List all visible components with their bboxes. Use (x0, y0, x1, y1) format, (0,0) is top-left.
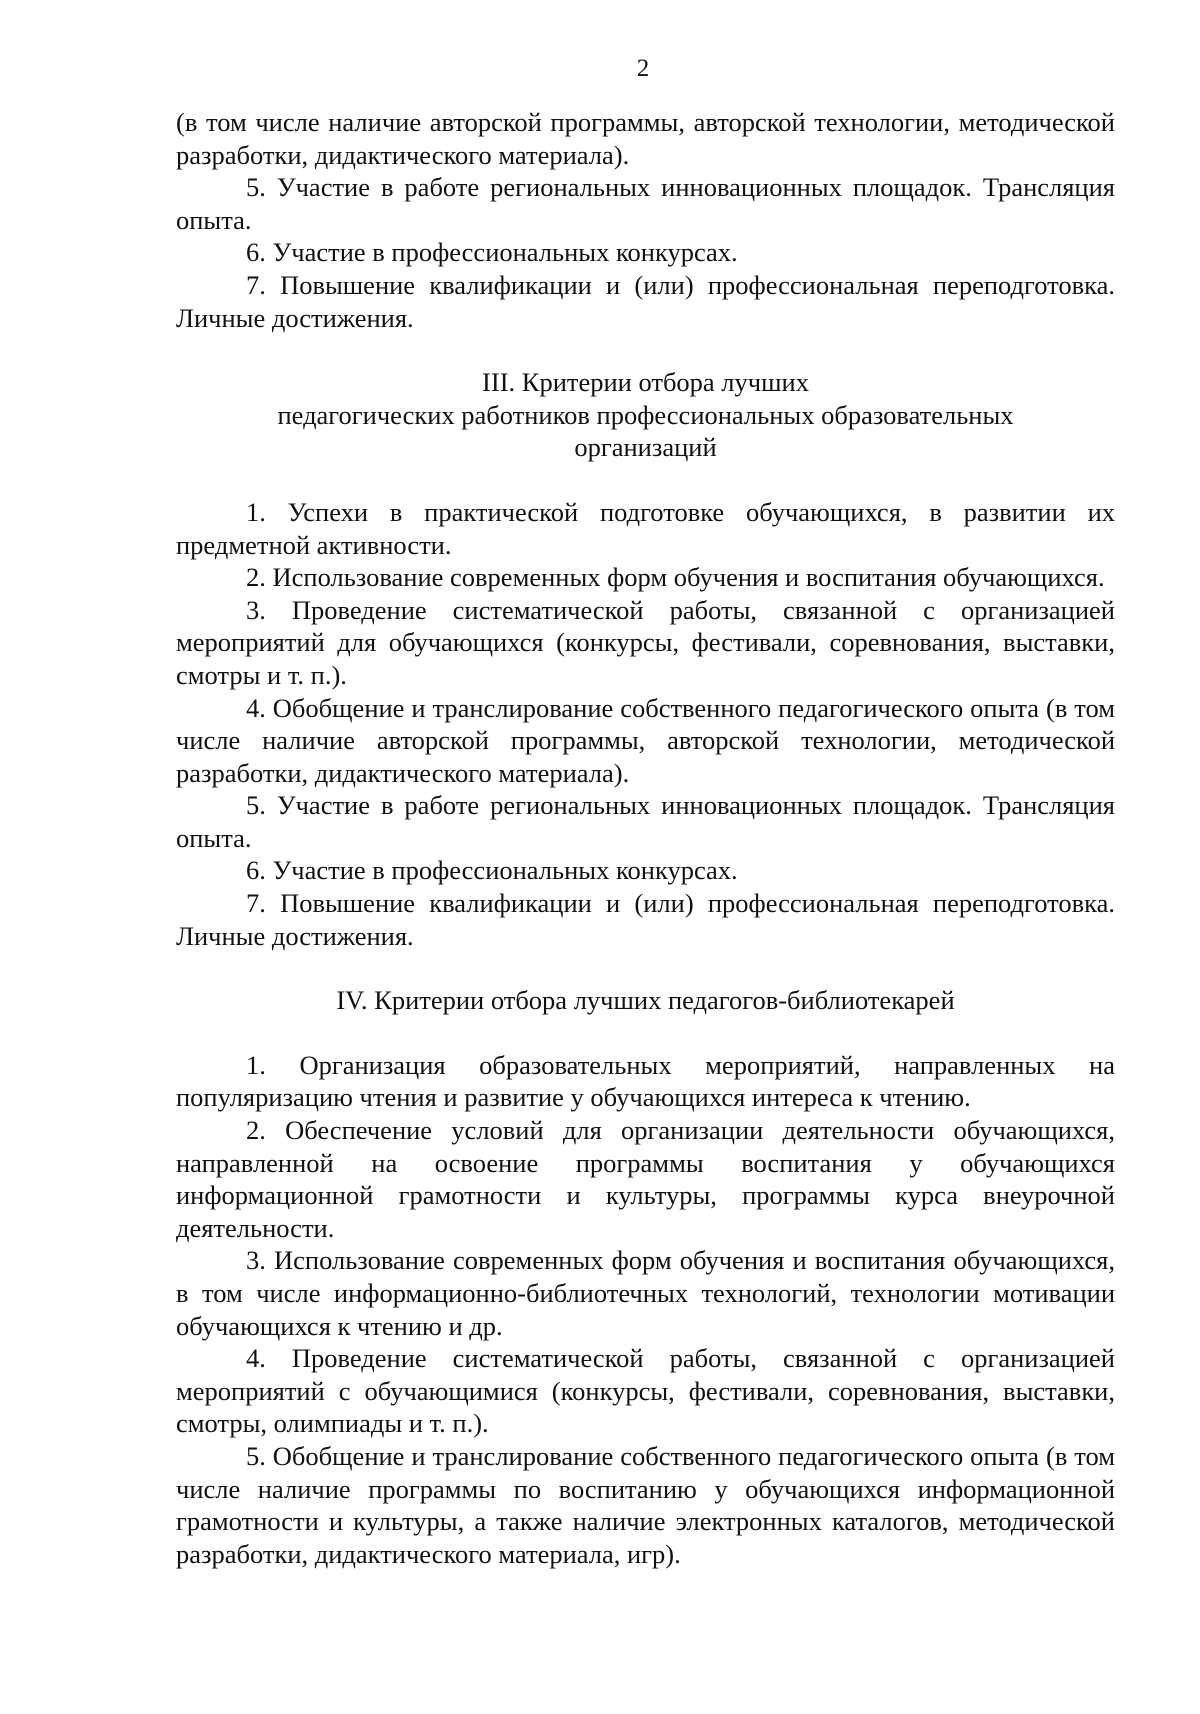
section-4-item-4: 4. Проведение систематической работы, связанной с организацией мероприятий с обучающимися (конкурсы, фестивали, соревнования, выставки, смотры, олимпиады и т. п.). (176, 1343, 1115, 1439)
section-3-heading (176, 366, 1115, 464)
intro-item-6: 6. Участие в профессиональных конкурсах. (246, 237, 738, 268)
document-body (176, 106, 1115, 1570)
intro-continuation: (в том числе наличие авторской программы, авторской технологии, методической разработки, дидактического материала). (176, 107, 1115, 170)
section-4-item-3: 3. Использование современных форм обучения и воспитания обучающихся, в том числе информационно-библиотечных технологий, технологии мотивации обучающихся к чтению и др. (176, 1245, 1115, 1341)
section-3-item-5: 5. Участие в работе региональных инновационных площадок. Трансляция опыта. (176, 790, 1115, 853)
section-3-heading-line-2: педагогических работников профессиональных образовательных (277, 399, 1014, 430)
section-4-list (176, 1049, 1115, 1571)
section-3-list (176, 496, 1115, 952)
section-3-heading-line-3: организаций (574, 432, 717, 463)
section-3-item-3: 3. Проведение систематической работы, связанной с организацией мероприятий для обучающихся (конкурсы, фестивали, соревнования, выставки, смотры и т. п.). (176, 594, 1115, 690)
section-4-heading: IV. Критерии отбора лучших педагогов-библиотекарей (336, 985, 955, 1016)
section-3-item-4: 4. Обобщение и транслирование собственного педагогического опыта (в том числе наличие авторской программы, авторской технологии, методической разработки, дидактического материала). (176, 692, 1115, 788)
section-3-item-7: 7. Повышение квалификации и (или) профессиональная переподготовка. Личные достижения. (176, 888, 1115, 951)
section-4-item-1: 1. Организация образовательных мероприятий, направленных на популяризацию чтения и развитие у обучающихся интереса к чтению. (176, 1049, 1115, 1113)
section-3-item-2: 2. Использование современных форм обучения и воспитания обучающихся. (246, 562, 1105, 593)
intro-item-7: 7. Повышение квалификации и (или) профессиональная переподготовка. Личные достижения. (176, 269, 1115, 333)
intro-item-5: 5. Участие в работе региональных инновационных площадок. Трансляция опыта. (176, 172, 1115, 235)
section-3-item-1: 1. Успехи в практической подготовке обучающихся, в развитии их предметной активности. (176, 496, 1115, 560)
page-number: 2 (636, 55, 650, 82)
section-3-heading-line-1: III. Критерии отбора лучших (482, 367, 809, 398)
section-3-item-6: 6. Участие в профессиональных конкурсах. (246, 855, 738, 886)
section-4-item-2: 2. Обеспечение условий для организации деятельности обучающихся, направленной на освоение программы воспитания у обучающихся информационной грамотности и культуры, программы курса внеурочной деятельности. (176, 1115, 1115, 1243)
section-4-item-5: 5. Обобщение и транслирование собственного педагогического опыта (в том числе наличие программы по воспитанию у обучающихся информационной грамотности и культуры, а также наличие электронных каталогов, методической разработки, дидактического материала, игр). (176, 1440, 1115, 1569)
